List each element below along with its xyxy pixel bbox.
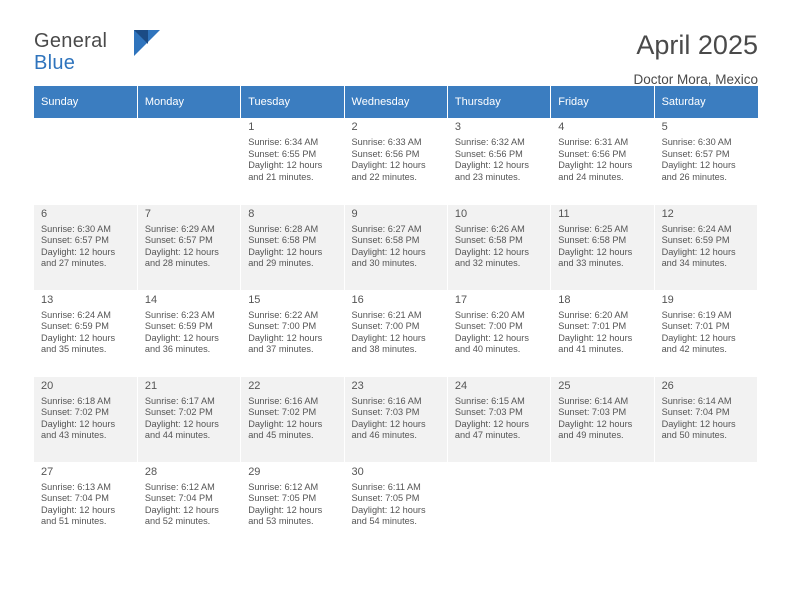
daylight-text: and 29 minutes.	[248, 258, 314, 269]
daylight-text: Daylight: 12 hours	[558, 246, 633, 257]
calendar-cell-empty	[551, 462, 654, 548]
calendar-day-cell[interactable]	[654, 118, 757, 204]
sunrise-text: Sunrise: 6:21 AM	[351, 309, 422, 320]
daylight-text: Daylight: 12 hours	[454, 246, 529, 257]
sunrise-text: Sunrise: 6:24 AM	[661, 223, 732, 234]
sun-calendar-table	[34, 86, 758, 549]
daylight-text: Daylight: 12 hours	[454, 332, 529, 343]
location-subtitle: Doctor Mora, Mexico	[633, 72, 758, 87]
calendar-day-cell[interactable]	[551, 376, 654, 462]
sunrise-text: Sunrise: 6:14 AM	[558, 395, 629, 406]
sunset-text: Sunset: 6:56 PM	[454, 148, 523, 159]
sunset-text: Sunset: 6:57 PM	[144, 235, 213, 246]
calendar-day-cell[interactable]	[447, 290, 550, 376]
sunset-text: Sunset: 7:00 PM	[351, 321, 420, 332]
page-title: April 2025	[636, 30, 758, 60]
day-number: 15	[248, 293, 261, 306]
calendar-cell-empty	[654, 462, 757, 548]
sunrise-text: Sunrise: 6:28 AM	[248, 223, 319, 234]
daylight-text: Daylight: 12 hours	[41, 418, 116, 429]
weekday-header-sunday: Sunday	[34, 86, 137, 118]
sunrise-text: Sunrise: 6:19 AM	[661, 309, 732, 320]
day-number: 12	[661, 207, 674, 220]
calendar-day-cell[interactable]	[137, 462, 240, 548]
daylight-text: Daylight: 12 hours	[558, 160, 633, 171]
calendar-day-cell[interactable]	[34, 462, 137, 548]
daylight-text: and 21 minutes.	[248, 171, 314, 182]
sunrise-text: Sunrise: 6:29 AM	[144, 223, 215, 234]
calendar-day-cell[interactable]	[241, 290, 344, 376]
calendar-day-cell[interactable]	[551, 290, 654, 376]
sunset-text: Sunset: 6:55 PM	[248, 148, 317, 159]
sunset-text: Sunset: 6:58 PM	[454, 235, 523, 246]
sunrise-text: Sunrise: 6:33 AM	[351, 137, 422, 147]
title-block	[633, 30, 758, 87]
sunset-text: Sunset: 7:01 PM	[661, 321, 730, 332]
calendar-day-cell[interactable]	[344, 290, 447, 376]
day-number: 13	[41, 293, 54, 306]
daylight-text: and 43 minutes.	[41, 430, 107, 441]
sunset-text: Sunset: 7:04 PM	[144, 493, 213, 504]
daylight-text: Daylight: 12 hours	[351, 160, 426, 171]
sunrise-text: Sunrise: 6:18 AM	[41, 395, 111, 406]
daylight-text: and 46 minutes.	[351, 430, 417, 441]
sunrise-text: Sunrise: 6:20 AM	[454, 309, 525, 320]
sunrise-text: Sunrise: 6:16 AM	[248, 395, 319, 406]
weekday-header-tuesday: Tuesday	[241, 86, 344, 118]
sunrise-text: Sunrise: 6:12 AM	[144, 481, 215, 492]
calendar-week-row	[34, 118, 758, 204]
daylight-text: Daylight: 12 hours	[248, 504, 323, 515]
sunrise-text: Sunrise: 6:25 AM	[558, 223, 629, 234]
day-number: 11	[558, 207, 570, 220]
daylight-text: Daylight: 12 hours	[351, 332, 426, 343]
calendar-day-cell[interactable]	[137, 290, 240, 376]
daylight-text: Daylight: 12 hours	[144, 504, 219, 515]
calendar-day-cell[interactable]	[137, 204, 240, 290]
sunset-text: Sunset: 6:59 PM	[661, 235, 730, 246]
daylight-text: and 28 minutes.	[144, 258, 211, 269]
daylight-text: Daylight: 12 hours	[661, 418, 736, 429]
calendar-day-cell[interactable]	[654, 290, 757, 376]
daylight-text: Daylight: 12 hours	[41, 332, 116, 343]
daylight-text: Daylight: 12 hours	[248, 246, 323, 257]
calendar-day-cell[interactable]	[241, 462, 344, 548]
day-number: 17	[454, 293, 468, 306]
daylight-text: and 42 minutes.	[661, 344, 727, 355]
sunset-text: Sunset: 6:59 PM	[144, 321, 213, 332]
day-number: 9	[351, 207, 358, 220]
day-number: 27	[41, 465, 54, 478]
daylight-text: and 26 minutes.	[661, 171, 727, 182]
daylight-text: Daylight: 12 hours	[41, 504, 116, 515]
sunrise-text: Sunrise: 6:17 AM	[144, 395, 215, 406]
daylight-text: Daylight: 12 hours	[351, 504, 426, 515]
sunrise-text: Sunrise: 6:34 AM	[248, 137, 319, 147]
daylight-text: Daylight: 12 hours	[248, 418, 323, 429]
sunset-text: Sunset: 7:04 PM	[41, 493, 109, 504]
logo-triangle-dark-icon	[134, 30, 148, 44]
sunrise-text: Sunrise: 6:32 AM	[454, 137, 525, 147]
calendar-day-cell[interactable]	[551, 118, 654, 204]
daylight-text: and 45 minutes.	[248, 430, 314, 441]
calendar-day-cell[interactable]	[241, 118, 344, 204]
calendar-week-row	[34, 376, 758, 462]
sunset-text: Sunset: 7:02 PM	[41, 407, 109, 418]
daylight-text: Daylight: 12 hours	[558, 418, 633, 429]
calendar-day-cell[interactable]	[137, 376, 240, 462]
day-number: 24	[454, 379, 468, 392]
sunrise-text: Sunrise: 6:30 AM	[661, 137, 732, 147]
daylight-text: and 44 minutes.	[144, 430, 211, 441]
day-number: 10	[454, 207, 468, 220]
daylight-text: Daylight: 12 hours	[661, 160, 736, 171]
calendar-day-cell[interactable]	[344, 462, 447, 548]
sunrise-text: Sunrise: 6:24 AM	[41, 309, 111, 320]
sunset-text: Sunset: 7:02 PM	[248, 407, 317, 418]
day-number: 7	[144, 207, 151, 220]
sunset-text: Sunset: 7:03 PM	[351, 407, 420, 418]
sunrise-text: Sunrise: 6:22 AM	[248, 309, 319, 320]
sunset-text: Sunset: 6:59 PM	[41, 321, 109, 332]
sunset-text: Sunset: 7:03 PM	[558, 407, 627, 418]
sunrise-text: Sunrise: 6:31 AM	[558, 137, 629, 147]
calendar-day-cell[interactable]	[344, 376, 447, 462]
daylight-text: and 34 minutes.	[661, 258, 727, 269]
calendar-day-cell[interactable]	[447, 118, 550, 204]
day-number: 2	[351, 121, 358, 133]
calendar-cell-empty	[34, 118, 137, 204]
sunset-text: Sunset: 6:57 PM	[41, 235, 109, 246]
daylight-text: Daylight: 12 hours	[661, 246, 736, 257]
calendar-head	[34, 86, 758, 118]
calendar-day-cell[interactable]	[34, 376, 137, 462]
daylight-text: and 36 minutes.	[144, 344, 211, 355]
day-number: 26	[661, 379, 674, 392]
daylight-text: and 47 minutes.	[454, 430, 521, 441]
day-number: 4	[558, 121, 565, 133]
day-number: 28	[144, 465, 158, 478]
sunset-text: Sunset: 6:58 PM	[248, 235, 317, 246]
daylight-text: and 51 minutes.	[41, 516, 107, 527]
day-number: 20	[41, 379, 54, 392]
daylight-text: Daylight: 12 hours	[454, 160, 529, 171]
day-number: 29	[248, 465, 261, 478]
day-number: 21	[144, 379, 158, 392]
calendar-day-cell[interactable]	[551, 204, 654, 290]
weekday-header-saturday: Saturday	[654, 86, 757, 118]
daylight-text: and 27 minutes.	[41, 258, 107, 269]
sunset-text: Sunset: 7:01 PM	[558, 321, 627, 332]
calendar-body	[34, 118, 758, 548]
sunset-text: Sunset: 7:04 PM	[661, 407, 730, 418]
daylight-text: and 38 minutes.	[351, 344, 417, 355]
daylight-text: Daylight: 12 hours	[248, 332, 323, 343]
logo-text-general: General	[34, 30, 108, 52]
daylight-text: and 33 minutes.	[558, 258, 624, 269]
sunset-text: Sunset: 6:56 PM	[558, 148, 627, 159]
calendar-cell-empty	[137, 118, 240, 204]
calendar-day-cell[interactable]	[241, 204, 344, 290]
sunrise-text: Sunrise: 6:11 AM	[351, 481, 421, 492]
daylight-text: Daylight: 12 hours	[454, 418, 529, 429]
sunset-text: Sunset: 7:00 PM	[248, 321, 317, 332]
sunset-text: Sunset: 7:03 PM	[454, 407, 523, 418]
day-number: 6	[41, 207, 48, 220]
calendar-day-cell[interactable]	[447, 204, 550, 290]
sunrise-text: Sunrise: 6:14 AM	[661, 395, 732, 406]
sunrise-text: Sunrise: 6:15 AM	[454, 395, 525, 406]
day-number: 18	[558, 293, 571, 306]
calendar-day-cell[interactable]	[447, 376, 550, 462]
weekday-header-friday: Friday	[551, 86, 654, 118]
day-number: 5	[661, 121, 668, 133]
daylight-text: Daylight: 12 hours	[558, 332, 633, 343]
sunset-text: Sunset: 7:00 PM	[454, 321, 523, 332]
calendar-week-row	[34, 204, 758, 290]
sunset-text: Sunset: 7:02 PM	[144, 407, 213, 418]
sunrise-text: Sunrise: 6:26 AM	[454, 223, 525, 234]
daylight-text: Daylight: 12 hours	[248, 160, 323, 171]
daylight-text: and 24 minutes.	[558, 171, 624, 182]
calendar-cell-empty	[447, 462, 550, 548]
calendar-day-cell[interactable]	[344, 204, 447, 290]
daylight-text: and 41 minutes.	[558, 344, 624, 355]
daylight-text: Daylight: 12 hours	[351, 418, 426, 429]
daylight-text: and 37 minutes.	[248, 344, 314, 355]
sunset-text: Sunset: 7:05 PM	[351, 493, 420, 504]
daylight-text: and 52 minutes.	[144, 516, 211, 527]
daylight-text: and 35 minutes.	[41, 344, 107, 355]
sunrise-text: Sunrise: 6:27 AM	[351, 223, 422, 234]
calendar-day-cell[interactable]	[654, 204, 757, 290]
day-number: 30	[351, 465, 364, 478]
sunset-text: Sunset: 7:05 PM	[248, 493, 317, 504]
daylight-text: and 50 minutes.	[661, 430, 727, 441]
daylight-text: and 53 minutes.	[248, 516, 314, 527]
day-number: 25	[558, 379, 571, 392]
day-number: 19	[661, 293, 674, 306]
page-header	[34, 0, 758, 87]
calendar-day-cell[interactable]	[344, 118, 447, 204]
calendar-week-row	[34, 462, 758, 548]
day-number: 23	[351, 379, 364, 392]
daylight-text: Daylight: 12 hours	[41, 246, 116, 257]
day-number: 14	[144, 293, 158, 306]
daylight-text: Daylight: 12 hours	[144, 332, 219, 343]
general-blue-logo	[34, 30, 214, 82]
sunrise-text: Sunrise: 6:23 AM	[144, 309, 215, 320]
sunset-text: Sunset: 6:58 PM	[351, 235, 420, 246]
daylight-text: and 22 minutes.	[351, 171, 417, 182]
daylight-text: and 54 minutes.	[351, 516, 417, 527]
daylight-text: and 30 minutes.	[351, 258, 417, 269]
calendar-day-cell[interactable]	[654, 376, 757, 462]
day-number: 3	[454, 121, 461, 133]
day-number: 1	[248, 121, 255, 133]
daylight-text: and 23 minutes.	[454, 171, 521, 182]
calendar-day-cell[interactable]	[241, 376, 344, 462]
daylight-text: Daylight: 12 hours	[351, 246, 426, 257]
weekday-header-thursday: Thursday	[447, 86, 550, 118]
logo-text-blue: Blue	[34, 52, 76, 74]
day-number: 16	[351, 293, 364, 306]
sunrise-text: Sunrise: 6:20 AM	[558, 309, 629, 320]
calendar-day-cell[interactable]	[34, 290, 137, 376]
daylight-text: and 40 minutes.	[454, 344, 521, 355]
daylight-text: Daylight: 12 hours	[144, 418, 219, 429]
sunset-text: Sunset: 6:56 PM	[351, 148, 420, 159]
calendar-week-row	[34, 290, 758, 376]
calendar-day-cell[interactable]	[34, 204, 137, 290]
weekday-header-monday: Monday	[137, 86, 240, 118]
weekday-header-wednesday: Wednesday	[344, 86, 447, 118]
day-number: 22	[248, 379, 261, 392]
weekday-header-row	[34, 86, 758, 118]
sunset-text: Sunset: 6:57 PM	[661, 148, 730, 159]
daylight-text: Daylight: 12 hours	[661, 332, 736, 343]
daylight-text: and 49 minutes.	[558, 430, 624, 441]
daylight-text: Daylight: 12 hours	[144, 246, 219, 257]
sunrise-text: Sunrise: 6:16 AM	[351, 395, 422, 406]
sunrise-text: Sunrise: 6:12 AM	[248, 481, 319, 492]
sunrise-text: Sunrise: 6:13 AM	[41, 481, 111, 492]
sunrise-text: Sunrise: 6:30 AM	[41, 223, 111, 234]
sunset-text: Sunset: 6:58 PM	[558, 235, 627, 246]
day-number: 8	[248, 207, 255, 220]
daylight-text: and 32 minutes.	[454, 258, 521, 269]
